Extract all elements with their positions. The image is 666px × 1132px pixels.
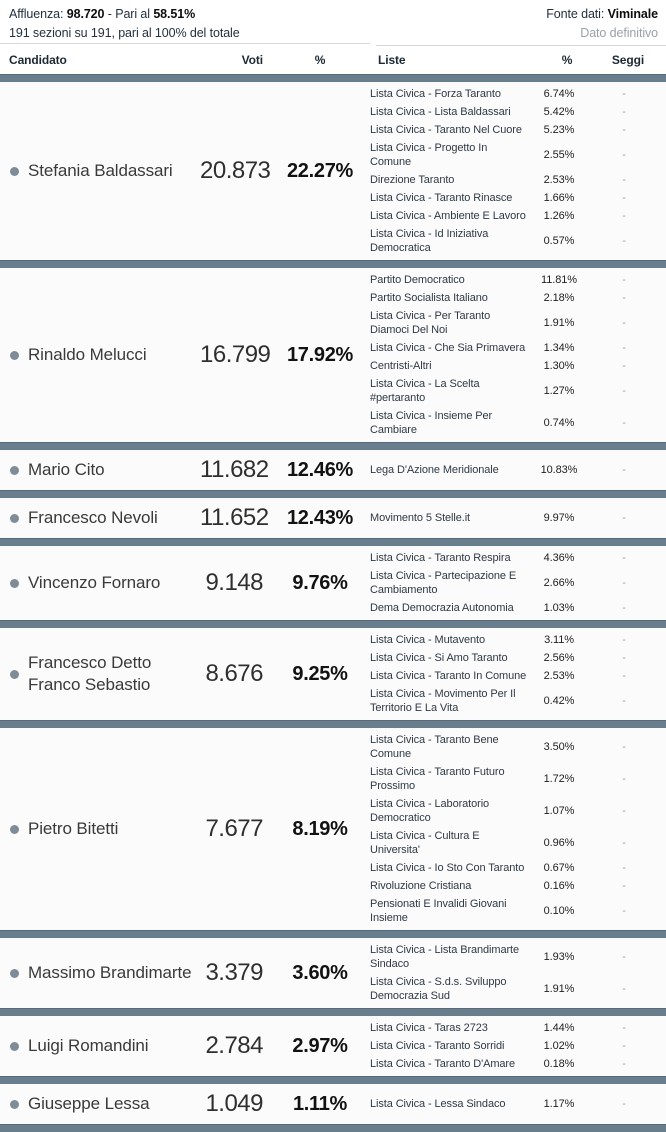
separator-bar bbox=[0, 1008, 666, 1016]
party-list-seats: - bbox=[622, 577, 626, 589]
party-list-row bbox=[370, 827, 666, 859]
separator-bar bbox=[0, 538, 666, 546]
candidate-votes: 8.676 bbox=[205, 660, 263, 687]
party-list-seats: - bbox=[622, 741, 626, 753]
party-list-row bbox=[370, 599, 666, 617]
candidate-votes: 11.682 bbox=[200, 456, 269, 483]
party-list-percent: 3.11% bbox=[544, 634, 574, 646]
candidate-row bbox=[0, 498, 666, 538]
data-source-value: Viminale bbox=[607, 7, 658, 21]
party-list-name: Centristi-Altri bbox=[370, 360, 432, 372]
party-list-percent: 3.50% bbox=[543, 741, 575, 753]
party-list-seats: - bbox=[622, 192, 626, 204]
party-list-row bbox=[370, 375, 666, 407]
candidate-votes: 9.148 bbox=[205, 569, 263, 596]
candidate-name: Pietro Bitetti bbox=[28, 819, 119, 838]
candidate-name: Giuseppe Lessa bbox=[28, 1094, 150, 1113]
candidate-percent: 12.46% bbox=[286, 458, 354, 481]
party-list-name: Lista Civica - Che Sia Primavera bbox=[370, 342, 526, 354]
party-list-percent: 4.36% bbox=[543, 552, 575, 564]
party-list-percent: 6.74% bbox=[543, 88, 575, 100]
party-list-row bbox=[370, 895, 666, 927]
party-list-row bbox=[370, 1019, 666, 1037]
party-list-percent: 11.81% bbox=[541, 274, 577, 286]
party-list-row bbox=[370, 171, 666, 189]
party-list-name: Partito Socialista Italiano bbox=[370, 292, 488, 304]
party-list-row bbox=[370, 357, 666, 375]
party-list-seats: - bbox=[622, 210, 626, 222]
party-lists bbox=[370, 271, 666, 439]
party-list-name: Movimento 5 Stelle.it bbox=[370, 512, 470, 524]
candidate-percent: 8.19% bbox=[292, 817, 348, 840]
party-list-name: Lista Civica - Ambiente E Lavoro bbox=[370, 210, 526, 222]
turnout-line bbox=[9, 6, 370, 23]
separator-bar bbox=[0, 260, 666, 268]
separator-bar bbox=[0, 720, 666, 728]
candidate-percent: 12.43% bbox=[286, 506, 354, 529]
party-lists bbox=[370, 1095, 666, 1113]
candidate-votes: 3.379 bbox=[205, 959, 263, 986]
party-list-name: Lista Civica - Per Taranto Diamoci Del Noi bbox=[370, 310, 491, 336]
party-list-name: Dema Democrazia Autonomia bbox=[370, 602, 514, 614]
party-list-seats: - bbox=[622, 552, 626, 564]
party-list-seats: - bbox=[622, 1040, 626, 1052]
party-lists bbox=[370, 549, 666, 617]
party-list-row bbox=[370, 189, 666, 207]
candidate-cell bbox=[0, 507, 200, 529]
party-list-percent: 1.07% bbox=[543, 805, 575, 817]
candidate-cell bbox=[0, 572, 200, 594]
sections-counted-text: 191 sezioni su 191, pari al 100% del totale bbox=[9, 26, 240, 40]
candidate-percent: 9.76% bbox=[292, 571, 348, 594]
candidate-name: Stefania Baldassari bbox=[28, 161, 173, 180]
party-list-name: Lista Civica - Si Amo Taranto bbox=[370, 652, 508, 664]
candidate-row bbox=[0, 938, 666, 1008]
column-header-liste-group bbox=[370, 53, 666, 67]
party-list-name: Lista Civica - Taranto Nel Cuore bbox=[370, 124, 522, 136]
bullet-icon bbox=[10, 969, 19, 978]
separator-bar bbox=[0, 1124, 666, 1132]
party-list-row bbox=[370, 567, 666, 599]
bullet-icon bbox=[10, 466, 19, 475]
party-list-seats: - bbox=[622, 837, 626, 849]
party-list-seats: - bbox=[622, 274, 626, 286]
party-list-name: Lega D'Azione Meridionale bbox=[370, 464, 499, 476]
party-list-name: Lista Civica - Io Sto Con Taranto bbox=[370, 862, 525, 874]
separator-bar bbox=[0, 930, 666, 938]
party-list-percent: 10.83% bbox=[540, 464, 578, 476]
party-list-name: Lista Civica - Lista Brandimarte Sindaco bbox=[370, 944, 520, 970]
candidate-votes: 7.677 bbox=[205, 815, 263, 842]
candidate-percent: 1.11% bbox=[292, 1092, 348, 1115]
party-list-seats: - bbox=[622, 149, 626, 161]
candidate-cell bbox=[0, 818, 200, 840]
party-list-row bbox=[370, 549, 666, 567]
turnout-percent: 58.51% bbox=[153, 7, 196, 21]
party-list-row bbox=[370, 461, 666, 479]
candidate-row bbox=[0, 1084, 666, 1124]
party-list-name: Lista Civica - Lista Baldassari bbox=[370, 106, 511, 118]
separator-bar bbox=[0, 74, 666, 82]
party-list-seats: - bbox=[622, 360, 626, 372]
party-list-seats: - bbox=[622, 695, 626, 707]
party-list-percent: 0.67% bbox=[543, 862, 575, 874]
bullet-icon bbox=[10, 167, 19, 176]
party-list-percent: 2.55% bbox=[543, 149, 575, 161]
bullet-icon bbox=[10, 351, 19, 360]
candidate-percent: 17.92% bbox=[286, 343, 354, 366]
party-list-row bbox=[370, 795, 666, 827]
party-list-row bbox=[370, 859, 666, 877]
candidate-percent: 9.25% bbox=[292, 662, 348, 685]
party-lists bbox=[370, 731, 666, 927]
column-header-seggi: Seggi bbox=[611, 53, 645, 67]
candidate-row bbox=[0, 450, 666, 490]
candidate-name: Francesco Nevoli bbox=[28, 508, 158, 527]
party-list-seats: - bbox=[622, 652, 626, 664]
candidate-votes: 11.652 bbox=[200, 504, 269, 531]
candidate-name: Mario Cito bbox=[28, 460, 105, 479]
candidate-cell bbox=[0, 344, 200, 366]
bullet-icon bbox=[10, 579, 19, 588]
column-header-liste-percent: % bbox=[561, 53, 573, 67]
source-summary bbox=[376, 0, 666, 46]
party-list-row bbox=[370, 207, 666, 225]
party-list-name: Lista Civica - Forza Taranto bbox=[370, 88, 501, 100]
party-list-row bbox=[370, 509, 666, 527]
party-list-percent: 1.26% bbox=[543, 210, 575, 222]
party-list-seats: - bbox=[622, 951, 626, 963]
party-list-row bbox=[370, 103, 666, 121]
candidate-row bbox=[0, 728, 666, 930]
party-list-name: Lista Civica - S.d.s. Sviluppo Democrazia Sud bbox=[370, 976, 507, 1002]
candidate-cell bbox=[0, 1093, 200, 1115]
column-header-voti: Voti bbox=[241, 53, 263, 67]
party-list-name: Rivoluzione Cristiana bbox=[370, 880, 472, 892]
party-list-percent: 2.18% bbox=[543, 292, 575, 304]
party-list-name: Lista Civica - Taranto Respira bbox=[370, 552, 511, 564]
party-list-percent: 1.44% bbox=[543, 1022, 575, 1034]
party-list-name: Lista Civica - Taranto Sorridi bbox=[370, 1040, 505, 1052]
party-list-seats: - bbox=[622, 670, 626, 682]
party-list-percent: 2.56% bbox=[543, 652, 575, 664]
party-list-seats: - bbox=[622, 292, 626, 304]
separator-bar bbox=[0, 620, 666, 628]
bullet-icon bbox=[10, 670, 19, 679]
party-list-row bbox=[370, 139, 666, 171]
candidate-row bbox=[0, 82, 666, 260]
party-list-percent: 1.17% bbox=[543, 1098, 575, 1110]
party-list-row bbox=[370, 339, 666, 357]
candidate-name: Massimo Brandimarte bbox=[28, 963, 192, 982]
party-list-seats: - bbox=[622, 417, 626, 429]
party-list-row bbox=[370, 225, 666, 257]
party-list-percent: 1.27% bbox=[543, 385, 575, 397]
party-list-row bbox=[370, 407, 666, 439]
party-list-seats: - bbox=[622, 1022, 626, 1034]
turnout-label: Affluenza: bbox=[9, 7, 64, 21]
party-list-seats: - bbox=[622, 124, 626, 136]
party-lists bbox=[370, 631, 666, 717]
separator-bar bbox=[0, 442, 666, 450]
candidate-votes: 16.799 bbox=[200, 341, 271, 368]
party-list-seats: - bbox=[622, 773, 626, 785]
candidate-name: Luigi Romandini bbox=[28, 1036, 149, 1055]
party-lists bbox=[370, 941, 666, 1005]
candidate-row bbox=[0, 628, 666, 720]
bullet-icon bbox=[10, 1042, 19, 1051]
candidate-row bbox=[0, 1016, 666, 1076]
candidate-percent: 3.60% bbox=[292, 961, 348, 984]
party-list-seats: - bbox=[622, 174, 626, 186]
party-lists bbox=[370, 1019, 666, 1073]
party-list-percent: 1.02% bbox=[543, 1040, 575, 1052]
table-header-row bbox=[0, 46, 666, 74]
candidate-percent: 22.27% bbox=[286, 159, 354, 182]
party-list-row bbox=[370, 85, 666, 103]
bullet-icon bbox=[10, 1100, 19, 1109]
party-list-seats: - bbox=[622, 880, 626, 892]
party-list-name: Lista Civica - Taranto In Comune bbox=[370, 670, 527, 682]
candidate-percent: 2.97% bbox=[292, 1034, 348, 1057]
party-list-seats: - bbox=[622, 464, 626, 476]
candidate-cell bbox=[0, 160, 200, 182]
party-list-row bbox=[370, 1095, 666, 1113]
party-lists bbox=[370, 461, 666, 479]
party-list-name: Lista Civica - Partecipazione E Cambiamento bbox=[370, 570, 517, 596]
party-list-row bbox=[370, 1055, 666, 1073]
party-list-percent: 2.53% bbox=[543, 174, 575, 186]
party-list-percent: 9.97% bbox=[543, 512, 575, 524]
party-list-row bbox=[370, 941, 666, 973]
candidate-name: Rinaldo Melucci bbox=[28, 345, 147, 364]
party-list-name: Lista Civica - Laboratorio Democratico bbox=[370, 798, 490, 824]
party-list-seats: - bbox=[622, 317, 626, 329]
party-list-percent: 0.57% bbox=[543, 235, 575, 247]
candidates-table bbox=[0, 82, 666, 1132]
column-header-liste: Liste bbox=[378, 53, 406, 67]
party-list-row bbox=[370, 731, 666, 763]
party-list-percent: 1.34% bbox=[543, 342, 575, 354]
separator-bar bbox=[0, 1076, 666, 1084]
party-list-row bbox=[370, 877, 666, 895]
party-list-name: Lista Civica - Taranto Futuro Prossimo bbox=[370, 766, 505, 792]
party-list-row bbox=[370, 307, 666, 339]
party-list-row bbox=[370, 289, 666, 307]
turnout-pari-label: - Pari al bbox=[107, 7, 150, 21]
party-list-percent: 1.03% bbox=[543, 602, 575, 614]
party-lists bbox=[370, 509, 666, 527]
party-list-name: Lista Civica - Taranto Rinasce bbox=[370, 192, 513, 204]
party-list-row bbox=[370, 1037, 666, 1055]
party-list-row bbox=[370, 973, 666, 1005]
party-list-name: Lista Civica - Cultura E Universita' bbox=[370, 830, 480, 856]
party-list-name: Lista Civica - La Scelta #pertaranto bbox=[370, 378, 480, 404]
party-list-row bbox=[370, 763, 666, 795]
party-list-seats: - bbox=[622, 235, 626, 247]
party-list-percent: 1.72% bbox=[543, 773, 575, 785]
party-list-percent: 1.91% bbox=[543, 317, 575, 329]
party-list-name: Partito Democratico bbox=[370, 274, 465, 286]
party-list-percent: 0.10% bbox=[543, 905, 575, 917]
party-list-seats: - bbox=[622, 602, 626, 614]
candidate-votes: 1.049 bbox=[205, 1090, 263, 1117]
party-list-percent: 0.96% bbox=[543, 837, 575, 849]
party-list-percent: 2.66% bbox=[543, 577, 575, 589]
party-list-row bbox=[370, 649, 666, 667]
party-list-percent: 1.91% bbox=[543, 983, 575, 995]
party-list-row bbox=[370, 121, 666, 139]
party-list-seats: - bbox=[622, 385, 626, 397]
candidate-name: Francesco Detto Franco Sebastio bbox=[28, 653, 152, 694]
candidate-votes: 20.873 bbox=[200, 157, 271, 184]
party-list-seats: - bbox=[622, 1098, 626, 1110]
party-list-name: Lista Civica - Id Iniziativa Democratica bbox=[370, 228, 489, 254]
candidate-cell bbox=[0, 652, 200, 696]
turnout-summary bbox=[0, 0, 370, 44]
party-list-percent: 1.66% bbox=[543, 192, 575, 204]
party-list-seats: - bbox=[622, 88, 626, 100]
candidate-cell bbox=[0, 459, 200, 481]
party-list-name: Pensionati E Invalidi Giovani Insieme bbox=[370, 898, 507, 924]
party-list-percent: 0.18% bbox=[543, 1058, 575, 1070]
bullet-icon bbox=[10, 514, 19, 523]
party-list-percent: 2.53% bbox=[543, 670, 575, 682]
column-header-candidato: Candidato bbox=[9, 53, 67, 67]
party-list-seats: - bbox=[622, 106, 626, 118]
candidate-row bbox=[0, 268, 666, 442]
candidate-row bbox=[0, 546, 666, 620]
party-list-seats: - bbox=[622, 342, 626, 354]
party-list-row bbox=[370, 631, 666, 649]
final-data-badge: Dato definitivo bbox=[580, 26, 658, 40]
party-list-percent: 1.30% bbox=[543, 360, 575, 372]
party-list-name: Direzione Taranto bbox=[370, 174, 455, 186]
party-list-name: Lista Civica - Taranto D'Amare bbox=[370, 1058, 516, 1070]
party-list-percent: 0.16% bbox=[543, 880, 575, 892]
party-list-name: Lista Civica - Lessa Sindaco bbox=[370, 1098, 506, 1110]
candidate-cell bbox=[0, 1035, 200, 1057]
party-list-name: Lista Civica - Taras 2723 bbox=[370, 1022, 488, 1034]
party-list-seats: - bbox=[622, 862, 626, 874]
data-source-label: Fonte dati: bbox=[546, 7, 605, 21]
party-list-row bbox=[370, 271, 666, 289]
party-list-seats: - bbox=[622, 905, 626, 917]
party-lists bbox=[370, 85, 666, 257]
candidate-name: Vincenzo Fornaro bbox=[28, 573, 161, 592]
candidate-cell bbox=[0, 962, 200, 984]
party-list-percent: 5.42% bbox=[543, 106, 575, 118]
party-list-name: Lista Civica - Mutavento bbox=[370, 634, 485, 646]
party-list-seats: - bbox=[622, 634, 626, 646]
summary-bar bbox=[0, 0, 666, 46]
party-list-name: Lista Civica - Progetto In Comune bbox=[370, 142, 488, 168]
party-list-percent: 0.74% bbox=[543, 417, 575, 429]
party-list-percent: 5.23% bbox=[543, 124, 575, 136]
party-list-name: Lista Civica - Insieme Per Cambiare bbox=[370, 410, 493, 436]
party-list-seats: - bbox=[622, 805, 626, 817]
party-list-name: Lista Civica - Taranto Bene Comune bbox=[370, 734, 499, 760]
separator-bar bbox=[0, 490, 666, 498]
party-list-percent: 1.93% bbox=[543, 951, 575, 963]
party-list-row bbox=[370, 685, 666, 717]
turnout-value: 98.720 bbox=[66, 7, 105, 21]
party-list-name: Lista Civica - Movimento Per Il Territorio E La Vita bbox=[370, 688, 516, 714]
party-list-row bbox=[370, 667, 666, 685]
bullet-icon bbox=[10, 825, 19, 834]
party-list-seats: - bbox=[622, 512, 626, 524]
party-list-seats: - bbox=[622, 1058, 626, 1070]
column-header-percent: % bbox=[314, 53, 326, 67]
data-source-line bbox=[376, 6, 658, 23]
candidate-votes: 2.784 bbox=[205, 1032, 263, 1059]
party-list-seats: - bbox=[622, 983, 626, 995]
party-list-percent: 0.42% bbox=[543, 695, 575, 707]
